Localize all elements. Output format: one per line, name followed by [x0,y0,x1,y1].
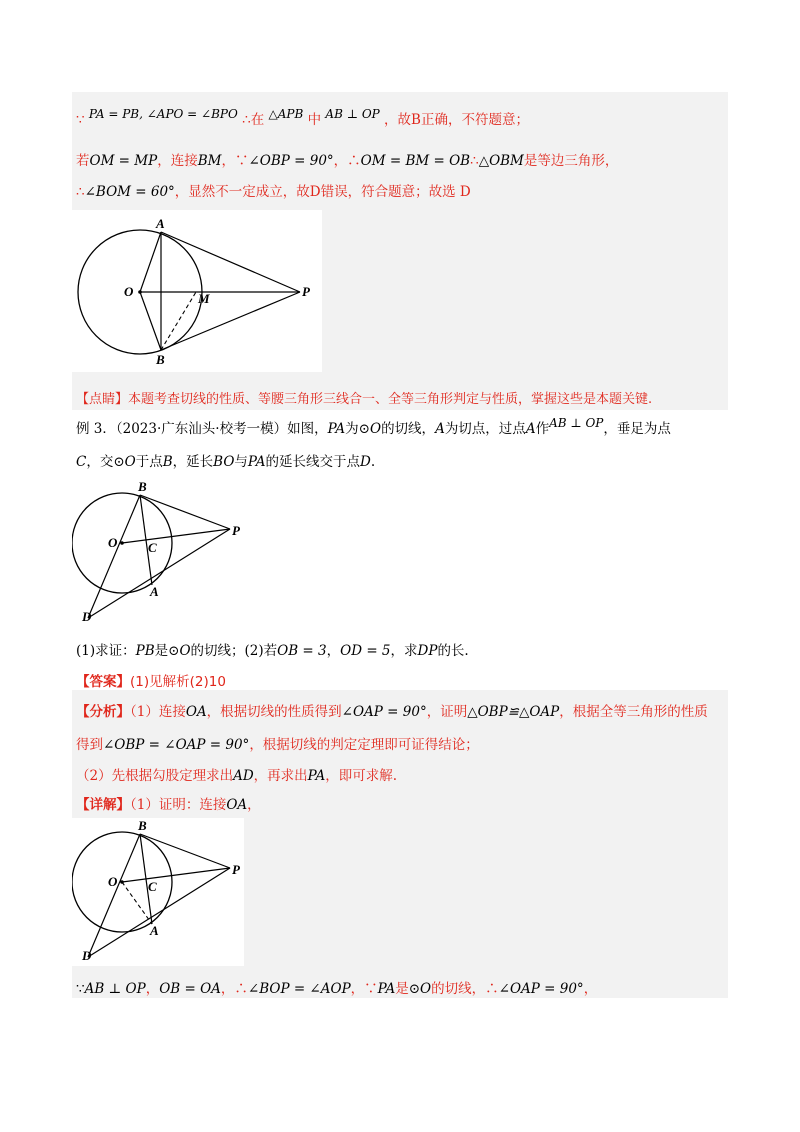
fig3-label-O: O [108,874,118,889]
block1-line3: ∴∠BOM = 60°，显然不一定成立，故D错误，符合题意；故选 D [76,184,471,200]
answer-line: 【答案】(1)见解析(2)10 [76,674,226,690]
fig1-label-M: M [198,291,210,306]
figure-1 [72,210,322,372]
block1-line2: 若OM = MP，连接BM，∵∠OBP = 90°，∴OM = BM = OB∴△OBM是等边三角形， [76,153,619,169]
example3-line2: C，交⊙O于点B，延长BO与PA的延长线交于点D. [76,454,376,470]
fig3-label-P: P [232,862,240,877]
fig3-label-A: A [150,923,159,938]
last-line: ∵AB ⊥ OP，OB = OA，∴∠BOP = ∠AOP，∵PA是⊙O的切线，∴∠OAP = 90°， [76,981,598,997]
figure-3-svg [72,818,244,966]
fig2-label-C: C [148,540,157,555]
block1-line1: ∵ PA = PB, ∠APO = ∠BPO ∴在 △APB 中 AB ⊥ OP ，故B正确，不符题意； [76,107,529,128]
fig1-label-B: B [156,352,165,367]
fig1-label-P: P [302,284,310,299]
question-line: (1)求证：PB是⊙O的切线；(2)若OB = 3，OD = 5，求DP的长. [76,643,469,659]
fig3-label-C: C [148,879,157,894]
fig2-label-D: D [82,609,92,624]
fig1-label-O: O [124,284,134,299]
comment-line: 【点睛】本题考查切线的性质、等腰三角形三线合一、全等三角形判定与性质，掌握这些是本题关键. [76,392,653,407]
fig2-label-P: P [232,523,240,538]
detail-line: 【详解】（1）证明：连接OA， [76,797,261,813]
fig2-label-O: O [108,535,118,550]
fig1-label-A: A [156,216,165,231]
figure-1-svg [72,210,322,372]
figure-2 [72,478,252,628]
fig3-label-D: D [82,948,92,963]
figure-3 [72,818,244,966]
analysis-line1: 【分析】（1）连接OA，根据切线的性质得到∠OAP = 90°，证明△OBP≌△OAP，根据全等三角形的性质 [76,704,708,720]
figure-2-svg [72,478,252,628]
example3-line1: 例 3．（2023·广东汕头·校考一模）如图，PA为⊙O的切线，A为切点，过点A作AB ⊥ OP，垂足为点 [76,416,671,437]
fig3-label-B: B [138,818,147,833]
fig2-label-B: B [138,479,147,494]
fig2-label-A: A [150,584,159,599]
analysis-line3: （2）先根据勾股定理求出AD，再求出PA，即可求解. [76,768,398,784]
analysis-line2: 得到∠OBP = ∠OAP = 90°，根据切线的判定定理即可证得结论； [76,737,479,753]
